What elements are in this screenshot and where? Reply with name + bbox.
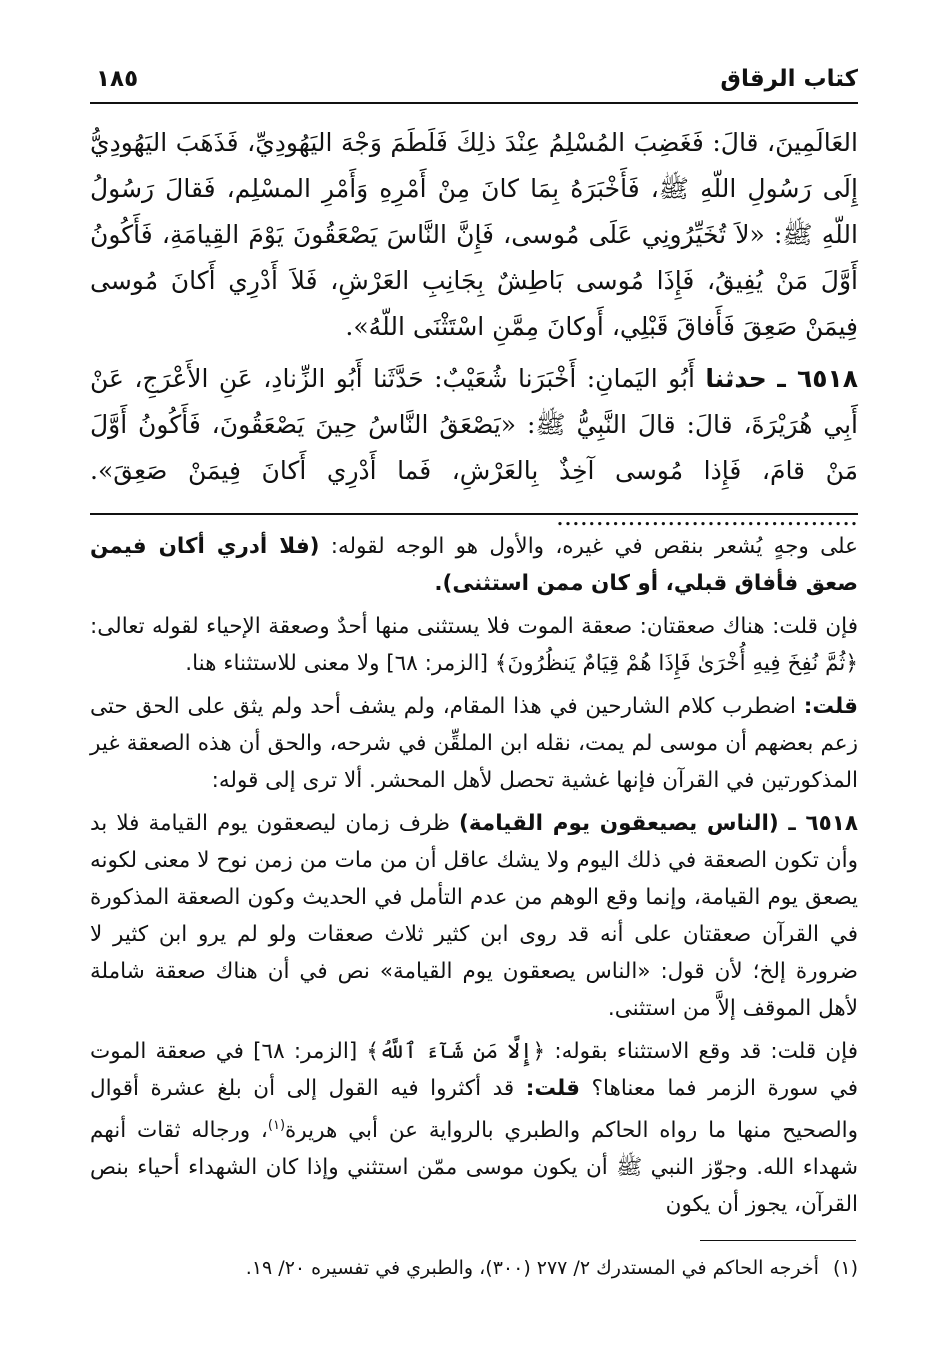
commentary-p1-quote: (فلا أدري أكان فيمن صعق فأفاق قبلي، أو كان ممن استثنى). bbox=[90, 534, 858, 596]
commentary-p5-text-c: قد أكثروا فيه القول إلى أن بلغ عشرة أقوال والصحيح منها ما رواه الحاكم والطبري بالرواية عن أبي هريرة bbox=[90, 1076, 859, 1144]
qultu-label-2: قلت: bbox=[525, 1076, 580, 1101]
commentary-text bbox=[90, 528, 858, 1229]
commentary-paragraph-2 bbox=[90, 608, 858, 682]
commentary-paragraph-3 bbox=[90, 688, 858, 799]
footnote-text: أخرجه الحاكم في المستدرك ٢/ ٢٧٧ (٣٠٠)، والطبري في تفسيره ٢٠/ ١٩. bbox=[245, 1257, 819, 1279]
footnote-divider bbox=[700, 1240, 856, 1241]
footnote bbox=[90, 1252, 858, 1284]
commentary-p2-text: فإن قلت: هناك صعقتان: صعقة الموت فلا يستثنى منها أحدٌ وصعقة الإحياء لقوله تعالى: bbox=[90, 614, 858, 639]
commentary-paragraph-5 bbox=[90, 1033, 858, 1223]
commentary-p2-text-end: ولا معنى للاستثناء هنا. bbox=[185, 651, 380, 676]
hadith-paragraph-1: العَالَمِينَ، قالَ: فَغَضِبَ المُسْلِمُ عِنْدَ ذلِكَ فَلَطَمَ وَجْهَ اليَهُودِيِّ، فَذَهَبَ اليَهُودِيُّ إِلَى رَسُولِ اللّهِ ﷺ، فَأَخْبَرَهُ بِمَا كانَ مِنْ أَمْرِهِ وَأَمْرِ المسْلِم، فَقالَ رَسُولُ اللّهِ ﷺ: «لاَ تُخَيِّرُونِي عَلَى مُوسى، فَإِنَّ النَّاسَ يَصْعَقُونَ يَوْمَ القِيامَةِ، فَأَكُونُ أَوَّلَ مَنْ يُفِيقُ، فَإِذَا مُوسى بَاطِشٌ بِجَانِبِ العَرْشِ، فَلاَ أَدْرِي أَكانَ مُوسى فِيمَنْ صَعِقَ فَأَفاقَ قَبْلِي، أَوكانَ مِمَّنِ اسْتَثْنَى اللّهُ». bbox=[90, 128, 858, 341]
page-number: ١٨٥ bbox=[96, 66, 139, 92]
quran-reference-2: [الزمر: ٦٨] bbox=[243, 1039, 367, 1064]
dotted-leader: ...................................... bbox=[556, 502, 858, 531]
hadith-text bbox=[90, 120, 858, 546]
commentary-p5-text-d: ، ورجاله ثقات أنهم شهداء الله. وجوّز النبي ﷺ أن يكون موسى ممّن استثني وإذا كان الشهداء أحياء بنص القرآن، يجوز أن يكون bbox=[90, 1118, 858, 1218]
hadith-commentary-divider bbox=[90, 513, 858, 515]
book-title: كتاب الرقاق bbox=[720, 66, 858, 92]
quran-verse-2: ﴿إِلَّا مَن شَآءَ ٱللَّهُ﴾ bbox=[366, 1039, 546, 1064]
quran-reference: [الزمر: ٦٨] bbox=[379, 651, 495, 676]
footnote-reference[interactable]: (١) bbox=[267, 1118, 286, 1133]
hadith-paragraph-2-text: أَبُو اليَمانِ: أَخْبَرَنا شُعَيْبٌ: حَدَّثَنا أَبُو الزِّنادِ، عَنِ الأَعْرَجِ، عَنْ أَبِي هُرَيْرَةَ، قالَ: قالَ النَّبِيُّ ﷺ: «يَصْعَقُ النَّاسُ حِينَ يَصْعَقُونَ، فَأَكُونُ أَوَّلَ مَنْ قامَ، فَإِذا مُوسى آخِذٌ بِالعَرْشِ، فَما أَدْرِي أَكانَ فِيمَنْ صَعِقَ». bbox=[90, 364, 858, 485]
commentary-p5-text: فإن قلت: قد وقع الاستثناء بقوله: bbox=[545, 1039, 858, 1064]
quran-verse: ﴿ثُمَّ نُفِخَ فِيهِ أُخْرَىٰ فَإِذَا هُمْ قِيَامٌ يَنظُرُونَ﴾ bbox=[494, 651, 858, 676]
qultu-label: قلت: bbox=[803, 694, 858, 719]
commentary-paragraph-1 bbox=[90, 528, 858, 602]
commentary-paragraph-4 bbox=[90, 805, 858, 1027]
page-header bbox=[90, 62, 858, 104]
commentary-p4-text: ظرف زمان ليصعقون يوم القيامة فلا بد وأن تكون الصعقة في ذلك اليوم ولا يشك عاقل أن من مات من زمن نوح لا معنى لكونه يصعق يوم القيامة، وإنما وقع الوهم من عدم التأمل في الحديث وكون الصعقة المذكورة في القرآن صعقتان على أنه قد روى ابن كثير ثلاث صعقات ولو لم يرو ابن كثير لا ضرورة إلخ؛ لأن قول: «الناس يصعقون يوم القيامة» نص في أن هناك صعقة شاملة لأهل الموقف إلاَّ من استثنى. bbox=[90, 811, 858, 1021]
commentary-p5-text-b: في صعقة الموت في سورة الزمر فما معناها؟ bbox=[90, 1039, 858, 1101]
footnote-number: (١) bbox=[832, 1257, 858, 1279]
commentary-p3-text: اضطرب كلام الشارحين في هذا المقام، ولم يشف أحد ولم يثق على الحق حتى زعم بعضهم أن موسى لم يمت، نقله ابن الملقِّن في شرحه، والحق أن هذه الصعقة غير المذكورتين في القرآن فإنها غشية تحصل لأهل المحشر. ألا ترى إلى قوله: bbox=[90, 694, 858, 793]
commentary-p1-text: على وجهٍ يُشعر بنقص في غيره، والأول هو الوجه لقوله: bbox=[319, 534, 858, 559]
hadith-number: ٦٥١٨ ـ bbox=[777, 364, 859, 393]
commentary-hadith-heading: ٦٥١٨ ـ (الناس يصيعقون يوم القيامة) bbox=[459, 811, 858, 836]
hadith-haddathana: حدثنا bbox=[705, 364, 767, 393]
